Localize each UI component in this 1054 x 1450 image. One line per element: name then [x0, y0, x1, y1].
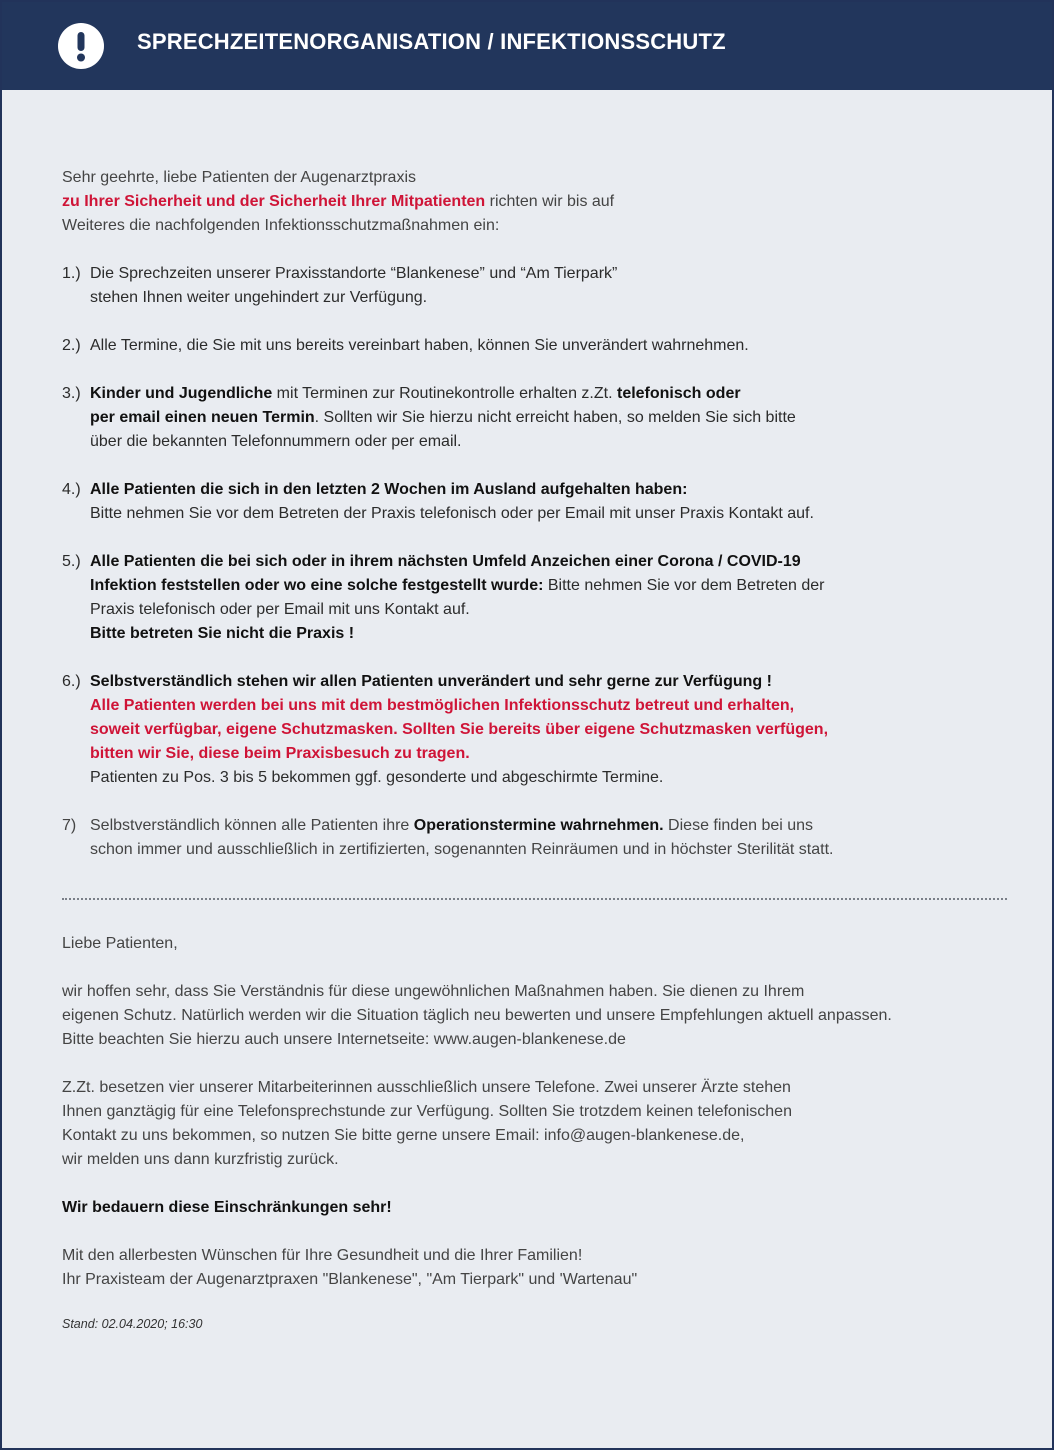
list-item-4: [62, 478, 1007, 526]
intro-line-1: Sehr geehrte, liebe Patienten der Augenarztpraxis: [62, 169, 417, 186]
item-text: . Sollten wir Sie hierzu nicht erreicht haben, so melden Sie sich bitte: [314, 409, 796, 426]
bold-text: telefonisch oder: [616, 385, 741, 402]
intro-line-3: Weiteres die nachfolgenden Infektionsschutzmaßnahmen ein:: [62, 217, 500, 234]
closing-line: Ihr Praxisteam der Augenarztpraxen "Blankenese", "Am Tierpark" und 'Wartenau": [62, 1271, 638, 1288]
item-line: Bitte betreten Sie nicht die Praxis !: [90, 625, 355, 642]
greeting: Liebe Patienten,: [62, 935, 178, 952]
item-line: schon immer und ausschließlich in zertifizierten, sogenannten Reinräumen und in höchster Sterilität statt.: [90, 841, 834, 858]
regret-statement: Wir bedauern diese Einschränkungen sehr!: [62, 1199, 392, 1216]
list-item-7: [62, 814, 1007, 862]
item-line: Alle Patienten die bei sich oder in ihrem nächsten Umfeld Anzeichen einer Corona / COVID-19: [90, 553, 801, 570]
letter-line: Ihnen ganztägig für eine Telefonsprechstunde zur Verfügung. Sollten Sie trotzdem keinen telefonischen: [62, 1103, 792, 1120]
item-line: [90, 406, 1007, 430]
letter-line: Bitte beachten Sie hierzu auch unsere Internetseite: www.augen-blankenese.de: [62, 1031, 626, 1048]
page-title: SPRECHZEITENORGANISATION / INFEKTIONSSCHUTZ: [137, 29, 726, 54]
letter: [62, 932, 1007, 1336]
intro-highlight: zu Ihrer Sicherheit und der Sicherheit Ihrer Mitpatienten: [62, 193, 486, 210]
letter-line: eigenen Schutz. Natürlich werden wir die Situation täglich neu bewerten und unsere Empfehlungen aktuell anpassen.: [62, 1007, 892, 1024]
item-line: über die bekannten Telefonnummern oder per email.: [90, 433, 462, 450]
item-line: Praxis telefonisch oder per Email mit uns Kontakt auf.: [90, 601, 470, 618]
item-line: [90, 382, 1007, 406]
item-line: Die Sprechzeiten unserer Praxisstandorte “Blankenese” und “Am Tierpark”: [90, 265, 618, 282]
item-line: Patienten zu Pos. 3 bis 5 bekommen ggf. gesonderte und abgeschirmte Termine.: [90, 769, 664, 786]
item-line: Selbstverständlich stehen wir allen Patienten unverändert und sehr gerne zur Verfügung !: [90, 673, 772, 690]
item-line: Alle Termine, die Sie mit uns bereits vereinbart haben, können Sie unverändert wahrnehmen.: [90, 337, 749, 354]
header-bar: [2, 2, 1052, 90]
item-line: bitten wir Sie, diese beim Praxisbesuch zu tragen.: [90, 745, 470, 762]
intro-line-2: [62, 190, 1007, 214]
letter-line: Kontakt zu uns bekommen, so nutzen Sie bitte gerne unsere Email: info@augen-blankenese.de,: [62, 1127, 745, 1144]
item-text: Bitte nehmen Sie vor dem Betreten der: [543, 577, 825, 594]
list-item-1: [62, 262, 1007, 310]
item-line: stehen Ihnen weiter ungehindert zur Verfügung.: [90, 289, 428, 306]
item-number: 5.): [62, 553, 81, 570]
item-number: 1.): [62, 265, 81, 282]
list-item-6: [62, 670, 1007, 790]
list-item-5: [62, 550, 1007, 646]
item-number: 4.): [62, 481, 81, 498]
list-item-2: [62, 334, 1007, 358]
item-number: 3.): [62, 385, 81, 402]
intro: [62, 166, 1007, 238]
exclamation-icon: [58, 23, 104, 69]
letter-line: wir hoffen sehr, dass Sie Verständnis für diese ungewöhnlichen Maßnahmen haben. Sie dienen zu Ihrem: [62, 983, 805, 1000]
bold-text: Operationstermine wahrnehmen.: [413, 817, 664, 834]
item-text: Selbstverständlich können alle Patienten ihre: [90, 817, 414, 834]
intro-line-2-rest: richten wir bis auf: [485, 193, 615, 210]
bold-text: Kinder und Jugendliche: [90, 385, 273, 402]
item-number: 2.): [62, 337, 81, 354]
dotted-divider: [62, 898, 1007, 902]
item-number: 7): [62, 817, 77, 834]
item-text: Diese finden bei uns: [663, 817, 814, 834]
list-item-3: [62, 382, 1007, 454]
item-line: Bitte nehmen Sie vor dem Betreten der Praxis telefonisch oder per Email mit unser Praxis Kontakt auf.: [90, 505, 814, 522]
item-line: [90, 574, 1007, 598]
stand-date: Stand: 02.04.2020; 16:30: [62, 1317, 203, 1331]
item-line: Alle Patienten die sich in den letzten 2 Wochen im Ausland aufgehalten haben:: [90, 481, 688, 498]
notice-content: [62, 166, 1007, 1336]
closing-line: Mit den allerbesten Wünschen für Ihre Gesundheit und die Ihrer Familien!: [62, 1247, 583, 1264]
letter-line: Z.Zt. besetzen vier unserer Mitarbeiterinnen ausschließlich unsere Telefone. Zwei unserer Ärzte stehen: [62, 1079, 791, 1096]
item-line: Alle Patienten werden bei uns mit dem bestmöglichen Infektionsschutz betreut und erhalten,: [90, 697, 795, 714]
bold-text: per email einen neuen Termin: [90, 409, 315, 426]
item-number: 6.): [62, 673, 81, 690]
item-line: [90, 814, 1007, 838]
letter-line: wir melden uns dann kurzfristig zurück.: [62, 1151, 339, 1168]
item-text: mit Terminen zur Routinekontrolle erhalten z.Zt.: [272, 385, 617, 402]
bold-text: Infektion feststellen oder wo eine solche festgestellt wurde:: [90, 577, 544, 594]
item-line: soweit verfügbar, eigene Schutzmasken. Sollten Sie bereits über eigene Schutzmasken verfügen,: [90, 721, 829, 738]
